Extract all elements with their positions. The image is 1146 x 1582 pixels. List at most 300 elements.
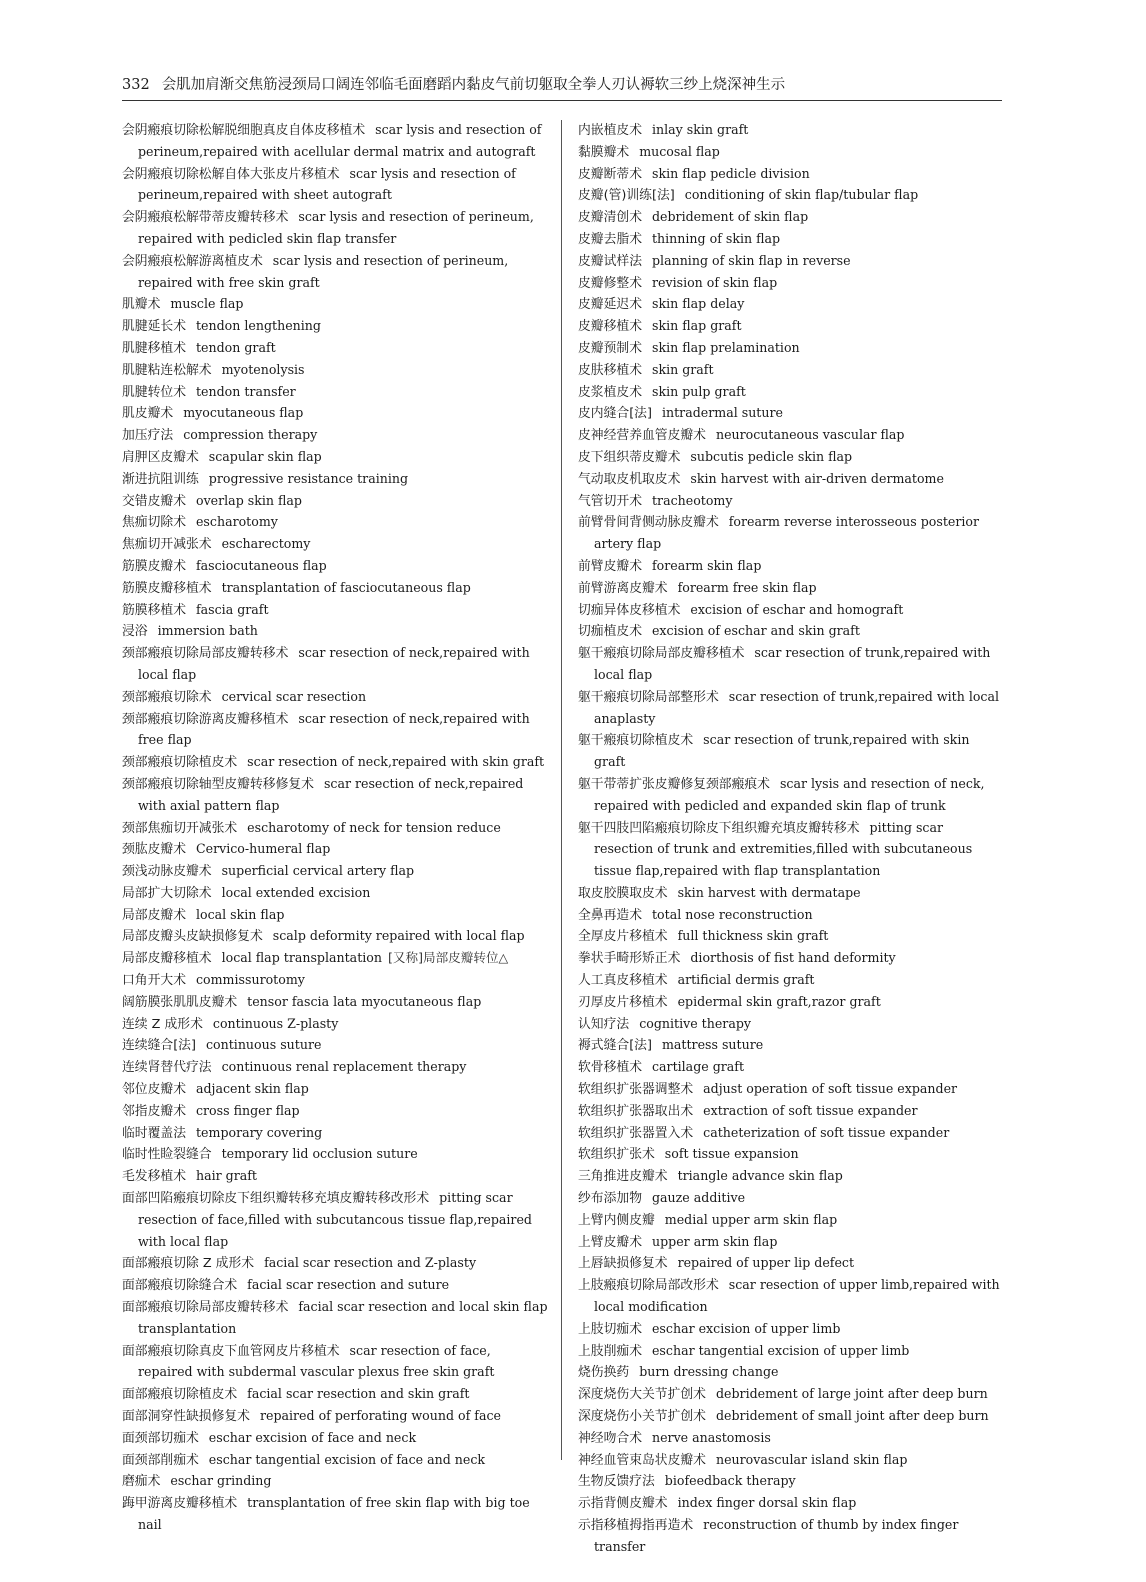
term-english: scar resection of trunk,repaired with local flap [594, 645, 991, 682]
glossary-entry [578, 120, 1002, 142]
term-chinese: 取皮胶膜取皮术 [578, 885, 668, 901]
glossary-entry [122, 120, 549, 164]
glossary-entry [578, 1188, 1002, 1210]
glossary-entry [578, 164, 1002, 186]
term-english: epidermal skin graft,razor graft [677, 993, 881, 1009]
term-chinese: 切痂植皮术 [578, 624, 642, 640]
term-english: planning of skin flap in reverse [651, 252, 851, 268]
term-english: forearm skin flap [651, 557, 762, 573]
term-english: eschar excision of face and neck [208, 1429, 417, 1445]
glossary-entry [578, 338, 1002, 360]
glossary-entry [578, 360, 1002, 382]
glossary-entry [122, 207, 549, 251]
glossary-entry [578, 621, 1002, 643]
term-english: scar resection of face, repaired with subdermal vascular plexus free skin graft [138, 1342, 495, 1380]
term-english: skin pulp graft [651, 383, 746, 399]
term-chinese: 肩胛区皮瓣术 [122, 449, 199, 465]
term-chinese: 皮浆植皮术 [578, 384, 642, 400]
glossary-entry [122, 839, 549, 861]
header-title-strip: 会肌加肩渐交焦筋浸颈局口阔连邻临毛面磨蹈内黏皮气前切躯取全拳人刃认褥软三纱上烧深神生示 [161, 77, 786, 93]
term-chinese: 面部瘢痕切除局部皮瓣转移术 [122, 1300, 289, 1316]
term-chinese: 面部瘢痕切除植皮术 [122, 1387, 238, 1403]
glossary-entry [578, 1319, 1002, 1341]
term-chinese: 浸浴 [122, 624, 148, 640]
glossary-entry [122, 1166, 549, 1188]
term-chinese: 渐进抗阻训练 [122, 471, 199, 487]
term-chinese: 会阴瘢痕松解带蒂皮瓣转移术 [122, 210, 289, 226]
term-english: scar lysis and resection of perineum,repaired with acellular dermal matrix and autograft [138, 122, 542, 159]
term-chinese: 颈部瘢痕切除术 [122, 689, 212, 705]
term-english: cognitive therapy [639, 1015, 752, 1031]
glossary-entry [122, 1406, 549, 1428]
term-chinese: 口角开大术 [122, 973, 186, 989]
term-english: local extended excision [221, 884, 371, 900]
term-chinese: 筋膜皮瓣移植术 [122, 580, 212, 596]
term-chinese: 软组织扩张器调整术 [578, 1082, 694, 1098]
term-english: skin flap delay [651, 296, 745, 312]
term-chinese: 上肢瘢痕切除局部改形术 [578, 1278, 719, 1294]
term-chinese: 皮瓣清创术 [578, 210, 642, 226]
term-chinese: 皮瓣预制术 [578, 340, 642, 356]
glossary-entry [122, 338, 549, 360]
glossary-entry [578, 469, 1002, 491]
glossary-entry [122, 578, 549, 600]
term-english: Cervico-humeral flap [195, 841, 331, 857]
glossary-entry [122, 1253, 549, 1275]
term-chinese: 前臂皮瓣术 [578, 558, 642, 574]
term-chinese: 示指移植拇指再造术 [578, 1518, 694, 1533]
glossary-entry [578, 1275, 1002, 1319]
term-english: eschar tangential excision of upper limb [651, 1342, 910, 1358]
term-chinese: 焦痂切除术 [122, 515, 186, 531]
term-english: eschar grinding [170, 1473, 272, 1489]
term-english: escharotomy of neck for tension reduce [247, 819, 501, 835]
glossary-entry [122, 1450, 549, 1472]
term-english: compression therapy [183, 427, 318, 443]
term-chinese: 认知疗法 [578, 1016, 630, 1032]
term-english: index finger dorsal skin flap [677, 1495, 857, 1511]
term-chinese: 焦痂切开减张术 [122, 537, 212, 553]
glossary-entry [578, 1123, 1002, 1145]
term-chinese: 皮瓣移植术 [578, 319, 642, 335]
term-english: tracheotomy [651, 492, 733, 508]
glossary-entry [578, 818, 1002, 883]
term-english: cross finger flap [195, 1102, 300, 1118]
glossary-entry [578, 491, 1002, 513]
glossary-entry [578, 1232, 1002, 1254]
glossary-entry [578, 294, 1002, 316]
glossary-entry [578, 687, 1002, 731]
term-chinese: 上肢削痂术 [578, 1343, 642, 1359]
glossary-entry [578, 1014, 1002, 1036]
term-english: continuous renal replacement therapy [221, 1059, 467, 1075]
term-synonym: [又称]局部皮瓣转位△ [387, 950, 509, 966]
term-chinese: 邻指皮瓣术 [122, 1103, 186, 1119]
term-english: scar lysis and resection of perineum, repaired with pedicled skin flap transfer [138, 209, 534, 246]
glossary-entry [578, 1493, 1002, 1515]
term-chinese: 肌皮瓣术 [122, 406, 174, 422]
glossary-entry [122, 425, 549, 447]
term-english: skin flap prelamination [651, 339, 800, 355]
term-chinese: 颈部焦痂切开减张术 [122, 820, 238, 836]
term-english: scar resection of trunk,repaired with local anaplasty [594, 688, 1000, 726]
page-number: 332 [122, 77, 150, 93]
term-chinese: 躯干瘢痕切除植皮术 [578, 733, 694, 749]
term-chinese: 黏膜瓣术 [578, 144, 630, 160]
term-english: escharotomy [195, 514, 278, 530]
glossary-entry [122, 905, 549, 927]
term-english: repaired of upper lip defect [677, 1255, 855, 1271]
term-english: upper arm skin flap [651, 1233, 778, 1249]
term-english: biofeedback therapy [664, 1473, 796, 1489]
term-english: subcutis pedicle skin flap [690, 448, 853, 464]
term-english: eschar tangential excision of face and neck [208, 1451, 486, 1467]
term-chinese: 躯干四肢凹陷瘢痕切除皮下组织瓣充填皮瓣转移术 [578, 820, 860, 836]
glossary-entry [122, 883, 549, 905]
term-chinese: 皮瓣修整术 [578, 275, 642, 291]
term-chinese: 会阴瘢痕切除松解脱细胞真皮自体皮移植术 [122, 123, 366, 138]
term-english: commissurotomy [195, 972, 305, 988]
glossary-entry [578, 1253, 1002, 1275]
glossary-entry [578, 512, 1002, 556]
term-chinese: 皮瓣去脂术 [578, 231, 642, 247]
term-chinese: 颈部瘢痕切除轴型皮瓣转移修复术 [122, 776, 314, 792]
term-english: catheterization of soft tissue expander [703, 1124, 950, 1140]
term-chinese: 褥式缝合[法] [578, 1038, 652, 1054]
glossary-entry [122, 1493, 549, 1537]
term-english: thinning of skin flap [651, 230, 781, 246]
term-chinese: 局部皮瓣移植术 [122, 951, 212, 967]
term-english: excision of eschar and homograft [690, 601, 904, 617]
term-english: immersion bath [157, 623, 258, 639]
glossary-entry [122, 861, 549, 883]
glossary-entry [122, 600, 549, 622]
term-chinese: 肌腱延长术 [122, 319, 186, 335]
term-chinese: 面部瘢痕切除 Z 成形术 [122, 1256, 255, 1272]
term-chinese: 筋膜皮瓣术 [122, 558, 186, 574]
glossary-entry [578, 1450, 1002, 1472]
glossary-entry [122, 316, 549, 338]
term-english: scalp deformity repaired with local flap [272, 928, 525, 944]
page-header [122, 74, 1002, 101]
term-english: revision of skin flap [651, 274, 778, 290]
glossary-entry [578, 447, 1002, 469]
term-english: muscle flap [170, 296, 244, 312]
term-chinese: 颈部瘢痕切除植皮术 [122, 755, 238, 771]
term-chinese: 全鼻再造术 [578, 907, 642, 923]
term-chinese: 会阴瘢痕松解游离植皮术 [122, 253, 263, 269]
glossary-entry [578, 1166, 1002, 1188]
glossary-entry [122, 294, 549, 316]
term-chinese: 软组织扩张器取出术 [578, 1103, 694, 1119]
term-english: facial scar resection and local skin flap transplantation [138, 1299, 548, 1336]
glossary-entry [578, 316, 1002, 338]
term-chinese: 上臂内侧皮瓣 [578, 1212, 655, 1228]
glossary-entry [578, 185, 1002, 207]
glossary-entry [578, 556, 1002, 578]
glossary-entry [578, 1035, 1002, 1057]
glossary-entry [578, 1406, 1002, 1428]
term-chinese: 躯干瘢痕切除局部整形术 [578, 689, 719, 705]
term-chinese: 皮内缝合[法] [578, 406, 652, 422]
term-english: scar lysis and resection of neck, repaired with pedicled and expanded skin flap of trunk [594, 775, 985, 813]
glossary-entry [122, 1101, 549, 1123]
term-chinese: 人工真皮移植术 [578, 973, 668, 989]
glossary-entry [578, 1428, 1002, 1450]
term-chinese: 会阴瘢痕切除松解自体大张皮片移植术 [122, 166, 340, 182]
glossary-entry [578, 1341, 1002, 1363]
glossary-entry [578, 403, 1002, 425]
term-chinese: 肌腱转位术 [122, 384, 186, 400]
term-chinese: 面部凹陷瘢痕切除皮下组织瓣转移充填皮瓣转移改形术 [122, 1191, 430, 1207]
glossary-entry [578, 382, 1002, 404]
glossary-entry [122, 556, 549, 578]
term-chinese: 颈肱皮瓣术 [122, 842, 186, 858]
right-column [578, 120, 1002, 1559]
glossary-entry [122, 469, 549, 491]
term-english: forearm free skin flap [677, 579, 817, 595]
term-english: skin harvest with dermatape [677, 884, 861, 900]
term-chinese: 阔筋膜张肌肌皮瓣术 [122, 994, 238, 1010]
term-english: burn dressing change [639, 1364, 779, 1380]
term-english: reconstruction of thumb by index finger transfer [594, 1517, 959, 1554]
term-english: scapular skin flap [208, 448, 322, 464]
glossary-entry [578, 142, 1002, 164]
term-english: scar resection of neck,repaired with axial pattern flap [138, 775, 524, 813]
term-chinese: 生物反馈疗法 [578, 1474, 655, 1490]
term-english: excision of eschar and skin graft [651, 623, 860, 639]
glossary-entry [122, 164, 549, 208]
glossary-entry [122, 774, 549, 818]
term-chinese: 连续 Z 成形术 [122, 1016, 203, 1032]
glossary-entry [122, 512, 549, 534]
term-english: local flap transplantation [221, 950, 382, 966]
term-english: facial scar resection and skin graft [247, 1386, 470, 1402]
term-chinese: 局部皮瓣头皮缺损修复术 [122, 929, 263, 945]
term-english: full thickness skin graft [677, 928, 829, 944]
term-chinese: 神经血管束岛状皮瓣术 [578, 1452, 706, 1468]
glossary-entry [122, 534, 549, 556]
term-chinese: 肌腱移植术 [122, 340, 186, 356]
term-chinese: 皮瓣断蒂术 [578, 166, 642, 182]
term-english: inlay skin graft [651, 122, 749, 137]
term-english: forearm reverse interosseous posterior artery flap [594, 514, 979, 552]
term-english: conditioning of skin flap/tubular flap [684, 187, 919, 203]
term-chinese: 纱布添加物 [578, 1191, 642, 1207]
term-english: skin flap pedicle division [651, 165, 810, 181]
glossary-entry [122, 1014, 549, 1036]
term-english: mucosal flap [639, 143, 720, 159]
term-english: overlap skin flap [195, 492, 302, 508]
term-english: scar resection of neck,repaired with free flap [138, 710, 530, 748]
term-chinese: 皮瓣延迟术 [578, 297, 642, 313]
glossary-entry [122, 1188, 549, 1253]
glossary-entry [578, 774, 1002, 818]
term-english: facial scar resection and suture [247, 1277, 450, 1293]
glossary-entry [122, 926, 549, 948]
glossary-entry [122, 621, 549, 643]
term-english: scar resection of trunk,repaired with skin graft [594, 732, 970, 770]
glossary-entry [122, 491, 549, 513]
term-chinese: 软组织扩张术 [578, 1147, 655, 1163]
glossary-entry [122, 447, 549, 469]
term-chinese: 肌瓣术 [122, 297, 161, 313]
term-chinese: 局部皮瓣术 [122, 907, 186, 923]
glossary-entry [122, 643, 549, 687]
term-english: pitting scar resection of face,filled with subcutancous tissue flap,repaired with local flap [138, 1190, 532, 1249]
term-chinese: 局部扩大切除术 [122, 885, 212, 901]
term-chinese: 软骨移植术 [578, 1060, 642, 1076]
term-english: tendon transfer [195, 383, 296, 399]
glossary-entry [122, 1057, 549, 1079]
term-chinese: 颈浅动脉皮瓣术 [122, 864, 212, 880]
term-english: fascia graft [195, 601, 269, 617]
glossary-entry [578, 730, 1002, 774]
term-chinese: 内嵌植皮术 [578, 123, 642, 138]
term-english: soft tissue expansion [664, 1146, 799, 1162]
term-chinese: 颈部瘢痕切除局部皮瓣转移术 [122, 646, 289, 662]
term-english: scar lysis and resection of perineum, repaired with free skin graft [138, 252, 509, 290]
term-english: eschar excision of upper limb [651, 1320, 841, 1336]
glossary-entry [578, 1471, 1002, 1493]
term-chinese: 气动取皮机取皮术 [578, 471, 681, 487]
glossary-entry [122, 403, 549, 425]
term-english: hair graft [195, 1168, 257, 1184]
left-column [122, 120, 549, 1537]
term-chinese: 前臂骨间背侧动脉皮瓣术 [578, 515, 719, 531]
term-english: escharectomy [221, 536, 311, 552]
term-english: skin flap graft [651, 318, 742, 334]
glossary-entry [578, 926, 1002, 948]
term-chinese: 气管切开术 [578, 493, 642, 509]
glossary-entry [122, 818, 549, 840]
term-english: myocutaneous flap [183, 405, 304, 421]
term-chinese: 磨痂术 [122, 1474, 161, 1490]
term-english: scar resection of upper limb,repaired with local modification [594, 1277, 1000, 1315]
term-english: transplantation of free skin flap with big toe nail [138, 1495, 530, 1532]
glossary-entry [122, 251, 549, 295]
term-english: triangle advance skin flap [677, 1168, 843, 1184]
term-english: continuous Z-plasty [212, 1015, 339, 1031]
term-chinese: 面颈部切痂术 [122, 1430, 199, 1446]
term-chinese: 躯干带蒂扩张皮瓣修复颈部瘢痕术 [578, 776, 770, 792]
term-chinese: 临时覆盖法 [122, 1125, 186, 1141]
term-english: scar lysis and resection of perineum,repaired with sheet autograft [138, 165, 516, 203]
glossary-entry [578, 992, 1002, 1014]
term-english: debridement of small joint after deep burn [715, 1408, 989, 1424]
term-english: tendon graft [195, 339, 276, 355]
glossary-entry [578, 425, 1002, 447]
term-english: mattress suture [661, 1037, 764, 1053]
term-chinese: 交错皮瓣术 [122, 493, 186, 509]
term-english: repaired of perforating wound of face [259, 1408, 501, 1424]
glossary-entry [578, 970, 1002, 992]
term-english: transplantation of fasciocutaneous flap [221, 579, 471, 595]
glossary-entry [122, 1297, 549, 1341]
term-english: myotenolysis [221, 361, 305, 377]
term-chinese: 前臂游离皮瓣术 [578, 580, 668, 596]
term-chinese: 刃厚皮片移植术 [578, 994, 668, 1010]
term-chinese: 烧伤换药 [578, 1365, 630, 1381]
term-chinese: 躯干瘢痕切除局部皮瓣移植术 [578, 646, 745, 662]
term-english: neurocutaneous vascular flap [715, 427, 905, 443]
term-english: intradermal suture [661, 405, 783, 421]
glossary-entry [122, 360, 549, 382]
term-english: tendon lengthening [195, 318, 321, 334]
term-chinese: 皮下组织蒂皮瓣术 [578, 449, 681, 465]
term-chinese: 示指背侧皮瓣术 [578, 1496, 668, 1512]
term-chinese: 皮肤移植术 [578, 362, 642, 378]
term-chinese: 邻位皮瓣术 [122, 1082, 186, 1098]
term-chinese: 毛发移植术 [122, 1169, 186, 1185]
glossary-entry [578, 905, 1002, 927]
term-english: extraction of soft tissue expander [703, 1102, 918, 1118]
term-english: local skin flap [195, 906, 285, 922]
term-english: total nose reconstruction [651, 906, 813, 922]
term-english: temporary lid occlusion suture [221, 1146, 418, 1162]
term-english: cartilage graft [651, 1059, 745, 1075]
glossary-entry [578, 643, 1002, 687]
glossary-entry [578, 1101, 1002, 1123]
glossary-entry [578, 207, 1002, 229]
term-chinese: 深度烧伤大关节扩创术 [578, 1387, 706, 1403]
term-english: fasciocutaneous flap [195, 557, 327, 573]
glossary-entry [122, 1384, 549, 1406]
glossary-entry [122, 1428, 549, 1450]
term-chinese: 上肢切痂术 [578, 1321, 642, 1337]
term-chinese: 拳状手畸形矫正术 [578, 951, 681, 967]
glossary-entry [122, 709, 549, 753]
term-chinese: 面部瘢痕切除缝合术 [122, 1278, 238, 1294]
term-chinese: 皮神经营养血管皮瓣术 [578, 428, 706, 444]
term-english: facial scar resection and Z-plasty [264, 1255, 477, 1271]
term-english: superficial cervical artery flap [221, 863, 415, 879]
glossary-entry [122, 970, 549, 992]
term-chinese: 上臂皮瓣术 [578, 1234, 642, 1250]
glossary-entry [122, 687, 549, 709]
glossary-entry [578, 1079, 1002, 1101]
glossary-entry [578, 273, 1002, 295]
term-chinese: 肌腱粘连松解术 [122, 362, 212, 378]
term-english: adjacent skin flap [195, 1081, 309, 1097]
term-chinese: 三角推进皮瓣术 [578, 1169, 668, 1185]
glossary-entry [578, 1144, 1002, 1166]
glossary-entry [578, 1384, 1002, 1406]
glossary-entry [122, 1035, 549, 1057]
term-chinese: 面颈部削痂术 [122, 1452, 199, 1468]
term-chinese: 面部洞穿性缺损修复术 [122, 1409, 250, 1425]
glossary-entry [578, 883, 1002, 905]
glossary-entry [122, 992, 549, 1014]
term-english: progressive resistance training [208, 470, 409, 486]
column-divider [561, 120, 562, 1460]
glossary-entry [578, 1362, 1002, 1384]
term-chinese: 连续肾替代疗法 [122, 1060, 212, 1076]
glossary-entry [578, 578, 1002, 600]
term-chinese: 筋膜移植术 [122, 602, 186, 618]
term-chinese: 皮瓣试样法 [578, 253, 642, 269]
glossary-entry [578, 948, 1002, 970]
term-english: pitting scar resection of trunk and extremities,filled with subcutaneous tissue flap,repaired with flap transplantation [594, 819, 973, 879]
term-english: nerve anastomosis [651, 1429, 771, 1445]
term-english: skin graft [651, 361, 714, 377]
term-chinese: 加压疗法 [122, 428, 174, 444]
term-english: gauze additive [651, 1190, 746, 1206]
glossary-entry [122, 1123, 549, 1145]
term-chinese: 踇甲游离皮瓣移植术 [122, 1496, 238, 1512]
term-english: cervical scar resection [221, 688, 367, 704]
term-chinese: 临时性睑裂缝合 [122, 1147, 212, 1163]
